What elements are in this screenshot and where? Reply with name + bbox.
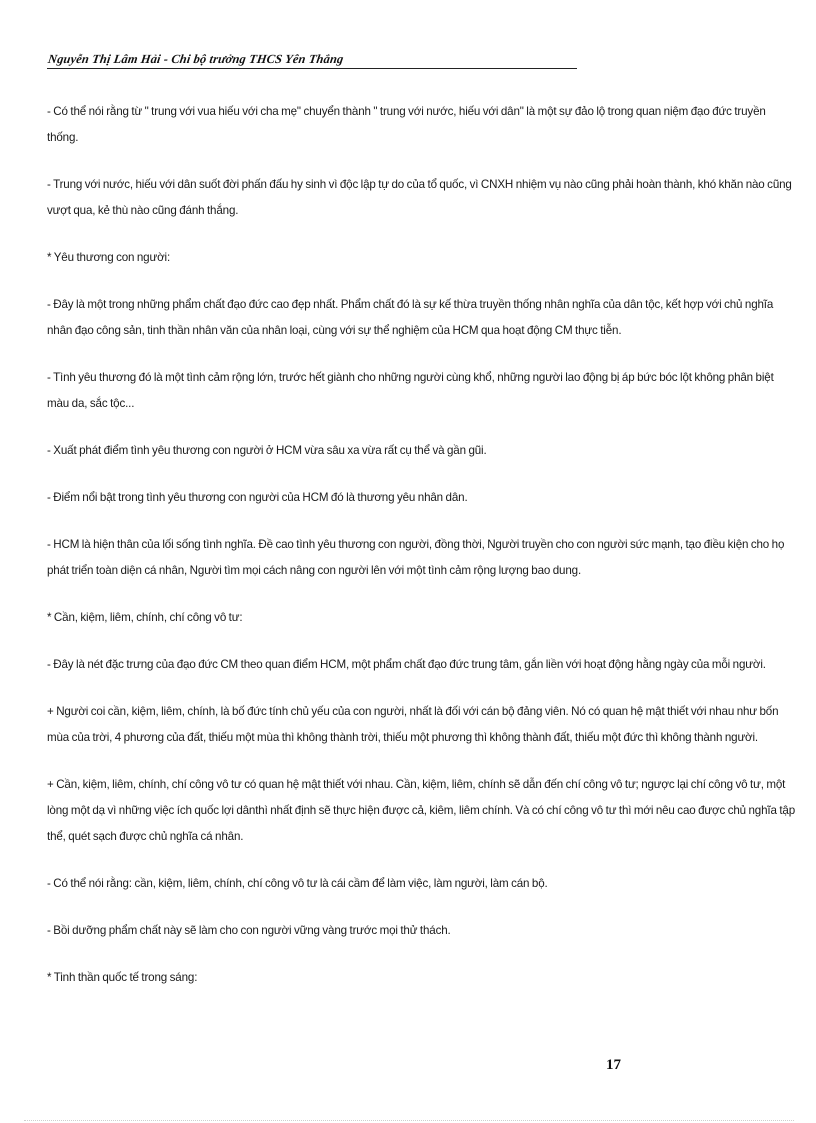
paragraph: - Xuất phát điểm tình yêu thương con người ở HCM vừa sâu xa vừa rất cụ thể và gần gũi.: [47, 444, 487, 457]
header-text: Nguyễn Thị Lâm Hải - Chi bộ trưởng THCS Yên Thắng: [47, 52, 345, 66]
paragraph: - Đây là nét đặc trưng của đạo đức CM theo quan điểm HCM, một phẩm chất đạo đức trung tâm, gắn liền với hoạt động hằng ngày của mỗi người.: [47, 658, 766, 671]
paragraph: - Bồi dưỡng phẩm chất này sẽ làm cho con người vững vàng trước mọi thử thách.: [47, 924, 451, 937]
paragraph: - Đây là một trong những phẩm chất đạo đức cao đẹp nhất. Phẩm chất đó là sự kế thừa truyền thống nhân nghĩa của dân tộc, kết hợp với chủ nghĩa nhân đạo công sản, tinh thần nhân văn của nhân loại, cùng với sự thể nghiệm của HCM qua hoạt động CM thực tiễn.: [47, 298, 774, 337]
section-heading: * Tinh thần quốc tế trong sáng:: [47, 971, 198, 984]
page-bottom-divider: [24, 1120, 794, 1121]
paragraph: - HCM là hiện thân của lối sống tình nghĩa. Đề cao tình yêu thương con người, đồng thời, Người truyền cho con người sức mạnh, tạo điều kiện cho họ phát triển toàn diện cá nhân, Người tìm mọi cách nâng con người lên với một tình cảm rộng lượng bao dung.: [47, 538, 785, 577]
page-header: [47, 52, 577, 69]
page-number: 17: [606, 1057, 621, 1073]
section-heading: * Yêu thương con người:: [47, 251, 171, 264]
paragraph: - Trung với nước, hiếu với dân suốt đời phấn đấu hy sinh vì độc lập tự do của tổ quốc, vì CNXH nhiệm vụ nào cũng phải hoàn thành, khó khăn nào cũng vượt qua, kẻ thù nào cũng đánh thắng.: [47, 178, 792, 217]
paragraph: - Tình yêu thương đó là một tình cảm rộng lớn, trước hết giành cho những người cùng khổ, những người lao động bị áp bức bóc lột không phân biệt màu da, sắc tộc...: [47, 371, 774, 410]
section-heading: * Cần, kiệm, liêm, chính, chí công vô tư:: [47, 611, 243, 624]
paragraph: + Cần, kiệm, liêm, chính, chí công vô tư có quan hệ mật thiết với nhau. Cần, kiệm, liêm, chính sẽ dẫn đến chí công vô tư; ngược lại chí công vô tư, một lòng một dạ vì những việc ích quốc lợi dânthì nhất định sẽ thực hiện được cả, kiêm, liêm chính. Và có chí công vô tư thì mới nêu cao được chủ nghĩa tập thể, quét sạch được chủ nghĩa cá nhân.: [47, 778, 796, 843]
paragraph: - Có thể nói rằng: cần, kiệm, liêm, chính, chí công vô tư là cái cầm để làm việc, làm người, làm cán bộ.: [47, 877, 548, 890]
paragraph: - Có thể nói rằng từ " trung với vua hiếu với cha mẹ" chuyển thành " trung với nước, hiếu với dân" là một sự đảo lộ trong quan niệm đạo đức truyền thống.: [47, 105, 766, 144]
paragraph: - Điểm nổi bật trong tình yêu thương con người của HCM đó là thương yêu nhân dân.: [47, 491, 468, 504]
paragraph: + Người coi cần, kiệm, liêm, chính, là bố đức tính chủ yếu của con người, nhất là đối với cán bộ đảng viên. Nó có quan hệ mật thiết với nhau như bốn mùa của trời, 4 phương của đất, thiếu một mùa thì không thành trời, thiếu một phương thì không thành đất, thiếu một đức thì không thành người.: [47, 705, 779, 744]
document-body: [47, 99, 795, 1012]
